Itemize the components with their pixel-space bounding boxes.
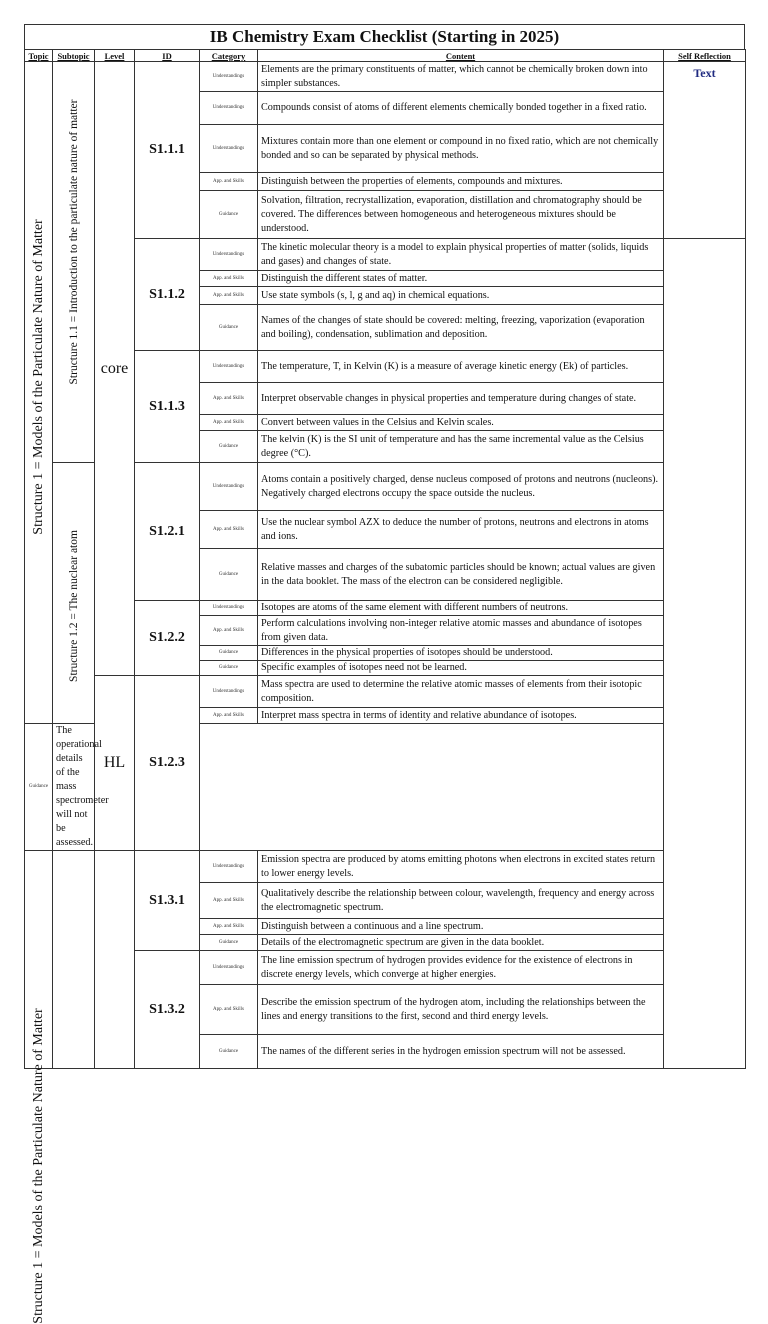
content-cell: Elements are the primary constituents of matter, which cannot be chemically broken down into simpler substances. (258, 62, 664, 92)
category-cell: Understandings (200, 851, 258, 883)
content-cell: Differences in the physical properties of isotopes should be understood. (258, 646, 664, 661)
header-id: ID (135, 50, 200, 62)
category-cell: Understandings (200, 125, 258, 173)
self-reflection-cell[interactable] (664, 239, 746, 1069)
topic-cell (25, 62, 53, 724)
header-level: Level (95, 50, 135, 62)
id-cell: S1.1.3 (135, 351, 200, 463)
category-cell: App. and Skills (200, 287, 258, 305)
category-cell: Guidance (25, 724, 53, 851)
content-cell: The line emission spectrum of hydrogen provides evidence for the existence of electrons in discrete energy levels, which converge at higher energies. (258, 951, 664, 985)
category-cell: Guidance (200, 305, 258, 351)
content-cell: Interpret observable changes in physical properties and temperature during changes of state. (258, 383, 664, 415)
checklist-table (24, 49, 746, 1324)
content-cell: The names of the different series in the hydrogen emission spectrum will not be assessed. (258, 1035, 664, 1069)
category-cell: Understandings (200, 62, 258, 92)
content-cell: Mixtures contain more than one element or compound in no fixed ratio, which are not chemically bonded and so can be separated by physical methods. (258, 125, 664, 173)
content-cell: Compounds consist of atoms of different elements chemically bonded together in a fixed ratio. (258, 92, 664, 125)
content-cell: Distinguish between a continuous and a line spectrum. (258, 919, 664, 935)
content-cell: Distinguish the different states of matter. (258, 271, 664, 287)
content-cell: Isotopes are atoms of the same element with different numbers of neutrons. (258, 601, 664, 616)
id-cell: S1.3.2 (135, 951, 200, 1069)
subtopic-cell (53, 62, 95, 463)
id-cell: S1.2.3 (135, 676, 200, 851)
category-cell: App. and Skills (200, 919, 258, 935)
content-cell: Describe the emission spectrum of the hydrogen atom, including the relationships between the lines and energy transitions to the first, second and third energy levels. (258, 985, 664, 1035)
content-cell: Details of the electromagnetic spectrum are given in the data booklet. (258, 935, 664, 951)
level-cell: HL (95, 676, 135, 851)
self-reflection-cell[interactable]: Text (664, 62, 746, 239)
category-cell: App. and Skills (200, 616, 258, 646)
subtopic-cell (53, 851, 95, 1069)
id-cell: S1.2.1 (135, 463, 200, 601)
id-cell: S1.1.2 (135, 239, 200, 351)
level-cell (95, 851, 135, 1069)
content-cell: Relative masses and charges of the subatomic particles should be known; actual values are given in the data booklet. The mass of the electron can be considered negligible. (258, 549, 664, 601)
category-cell: Guidance (200, 935, 258, 951)
content-cell: Convert between values in the Celsius and Kelvin scales. (258, 415, 664, 431)
category-cell: Understandings (200, 92, 258, 125)
subtopic-label: Structure 1.2 = The nuclear atom (67, 530, 80, 682)
content-cell: Specific examples of isotopes need not be learned. (258, 661, 664, 676)
topic-label: Structure 1 = Models of the Particulate Nature of Matter (30, 1008, 46, 1324)
header-self-reflection: Self Reflection (664, 50, 746, 62)
header-content: Content (258, 50, 664, 62)
content-cell: Use state symbols (s, l, g and aq) in chemical equations. (258, 287, 664, 305)
subtopic-label: Structure 1.1 = Introduction to the particulate nature of matter (67, 99, 80, 385)
id-cell: S1.3.1 (135, 851, 200, 951)
content-cell: Names of the changes of state should be covered: melting, freezing, vaporization (evaporation and boiling), condensation, sublimation and deposition. (258, 305, 664, 351)
category-cell: App. and Skills (200, 415, 258, 431)
content-cell: Atoms contain a positively charged, dense nucleus composed of protons and neutrons (nucleons). Negatively charged electrons occupy the space outside the nucleus. (258, 463, 664, 511)
topic-cell (25, 851, 53, 1324)
table-row (25, 851, 746, 883)
category-cell: Guidance (200, 549, 258, 601)
subtopic-cell (53, 463, 95, 724)
content-cell: Interpret mass spectra in terms of identity and relative abundance of isotopes. (258, 708, 664, 724)
content-cell: Solvation, filtration, recrystallization, evaporation, distillation and chromatography should be covered. The differences between homogeneous and heterogeneous mixtures should be understood. (258, 191, 664, 239)
header-topic: Topic (25, 50, 53, 62)
category-cell: App. and Skills (200, 511, 258, 549)
category-cell: Guidance (200, 191, 258, 239)
topic-label: Structure 1 = Models of the Particulate Nature of Matter (30, 219, 46, 535)
category-cell: App. and Skills (200, 173, 258, 191)
content-cell: The kelvin (K) is the SI unit of temperature and has the same incremental value as the Celsius degree (°C). (258, 431, 664, 463)
category-cell: Guidance (200, 661, 258, 676)
category-cell: App. and Skills (200, 883, 258, 919)
category-cell: App. and Skills (200, 708, 258, 724)
category-cell: Understandings (200, 239, 258, 271)
category-cell: Understandings (200, 463, 258, 511)
table-row (25, 676, 746, 708)
category-cell: Guidance (200, 646, 258, 661)
category-cell: Understandings (200, 676, 258, 708)
category-cell: Guidance (200, 1035, 258, 1069)
table-row (25, 62, 746, 92)
category-cell: App. and Skills (200, 383, 258, 415)
header-category: Category (200, 50, 258, 62)
content-cell: Perform calculations involving non-integer relative atomic masses and abundance of isotopes from given data. (258, 616, 664, 646)
content-cell: Qualitatively describe the relationship between colour, wavelength, frequency and energy across the electromagnetic spectrum. (258, 883, 664, 919)
level-cell: core (95, 62, 135, 676)
page-title: IB Chemistry Exam Checklist (Starting in 2025) (24, 24, 745, 49)
checklist-page (24, 24, 745, 1324)
category-cell: Understandings (200, 951, 258, 985)
content-cell: Emission spectra are produced by atoms emitting photons when electrons in excited states return to lower energy levels. (258, 851, 664, 883)
content-cell: The operational details of the mass spectrometer will not be assessed. (53, 724, 95, 851)
content-cell: Use the nuclear symbol AZX to deduce the number of protons, neutrons and electrons in atoms and ions. (258, 511, 664, 549)
content-cell: The temperature, T, in Kelvin (K) is a measure of average kinetic energy (Ek) of particles. (258, 351, 664, 383)
content-cell: Mass spectra are used to determine the relative atomic masses of elements from their isotopic composition. (258, 676, 664, 708)
content-cell: Distinguish between the properties of elements, compounds and mixtures. (258, 173, 664, 191)
header-row (25, 50, 746, 62)
content-cell: The kinetic molecular theory is a model to explain physical properties of matter (solids, liquids and gases) and changes of state. (258, 239, 664, 271)
id-cell: S1.2.2 (135, 601, 200, 676)
category-cell: Guidance (200, 431, 258, 463)
category-cell: Understandings (200, 351, 258, 383)
header-subtopic: Subtopic (53, 50, 95, 62)
category-cell: App. and Skills (200, 985, 258, 1035)
category-cell: Understandings (200, 601, 258, 616)
id-cell: S1.1.1 (135, 62, 200, 239)
category-cell: App. and Skills (200, 271, 258, 287)
